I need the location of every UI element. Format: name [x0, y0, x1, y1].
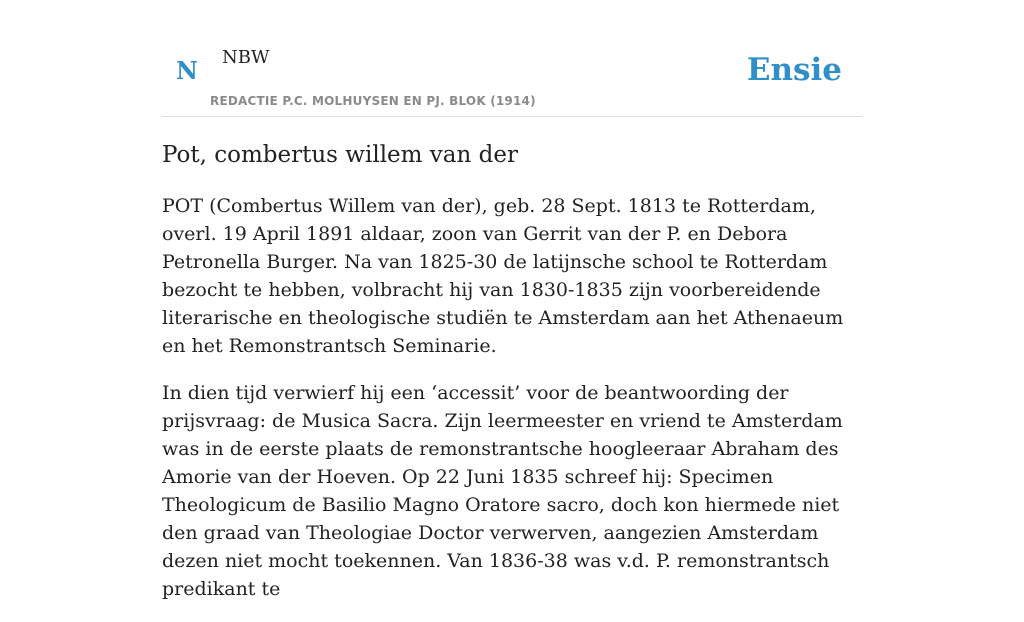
- source-logo[interactable]: N: [176, 56, 198, 85]
- article-paragraph: POT (Combertus Willem van der), geb. 28 Sept. 1813 te Rotterdam, overl. 19 April 1891 aldaar, zoon van Gerrit van der P. en Debora Petronella Burger. Na van 1825-30 de latijnsche school te Rotterdam bezocht te hebben, volbracht hij van 1830-1835 zijn voorbereidende literarische en theologische studiën te Amsterdam aan het Athenaeum en het Remonstrantsch Seminarie.: [162, 195, 844, 357]
- header: [162, 0, 862, 117]
- brand-logo[interactable]: Ensie: [746, 52, 842, 88]
- source-name[interactable]: NBW: [222, 47, 270, 68]
- source-subtitle: REDACTIE P.C. MOLHUYSEN EN PJ. BLOK (1914): [210, 94, 536, 108]
- page-title: Pot, combertus willem van der: [162, 142, 518, 168]
- article-paragraph: In dien tijd verwierf hij een ‘accessit’ voor de beantwoording der prijsvraag: de Musica Sacra. Zijn leermeester en vriend te Amsterdam was in de eerste plaats de remonstrantsche hoogleeraar Abraham des Amorie van der Hoeven. Op 22 Juni 1835 schreef hij: Specimen Theologicum de Basilio Magno Oratore sacro, doch kon hiermede niet den graad van Theologiae Doctor verwerven, aangezien Amsterdam dezen niet mocht toekennen. Van 1836-38 was v.d. P. remonstrantsch predikant te: [162, 382, 843, 600]
- article-body: [162, 192, 862, 622]
